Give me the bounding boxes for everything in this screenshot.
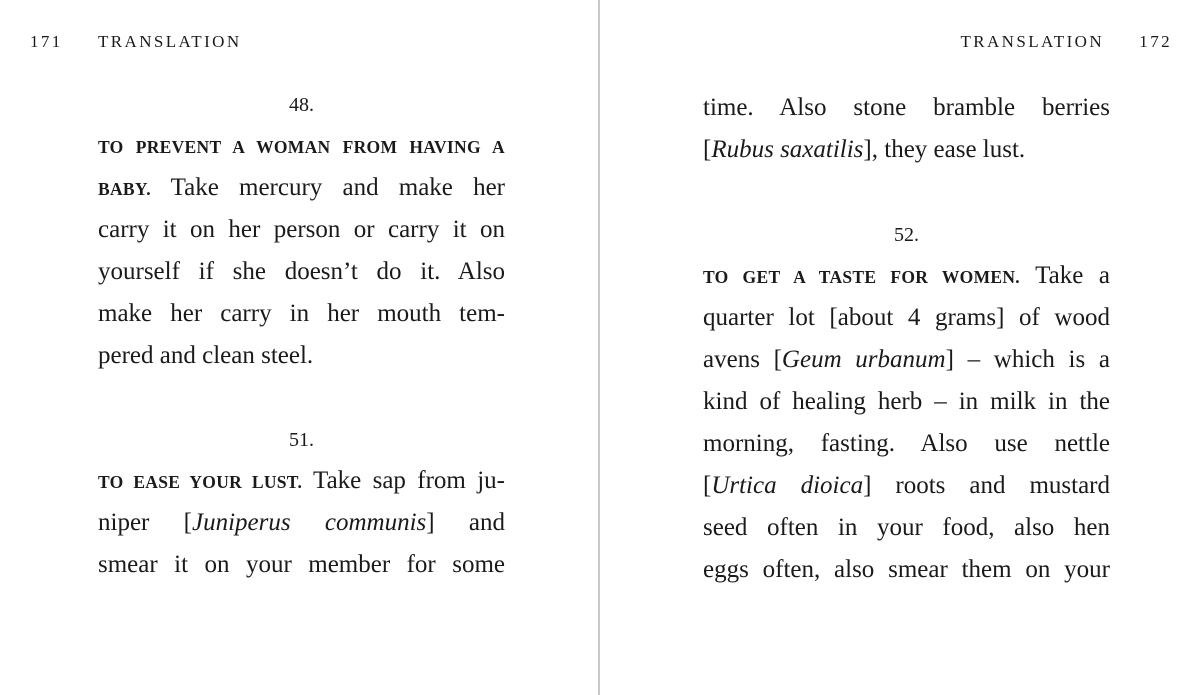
continuation	[703, 87, 1110, 171]
right-page	[600, 0, 1200, 695]
entry-text: ] roots and mustard	[863, 472, 1110, 499]
entry-line: pered and clean steel.	[98, 342, 314, 369]
entry-text: Take sap from ju-	[313, 467, 505, 494]
entry-text: ], they ease lust.	[863, 136, 1026, 163]
entry-line	[703, 129, 1110, 171]
entry-heading-text: BABY.	[98, 179, 151, 199]
entry-line: eggs often, also smear them on your	[703, 556, 1110, 583]
latin-name: Geum urbanum	[781, 346, 946, 373]
latin-name: Rubus saxatilis	[711, 136, 864, 163]
entry-line: smear it on your member for some	[98, 551, 505, 578]
entry-line: yourself if she doesn’t do it. Also	[98, 258, 505, 285]
entry-text: Take mercury and make her	[170, 174, 505, 201]
entry-line	[98, 460, 505, 502]
entry-text: [	[703, 472, 712, 499]
entry-48	[98, 94, 505, 116]
entry-line	[703, 255, 1110, 297]
entry-text: Take a	[1035, 262, 1110, 289]
latin-name: Juniperus communis	[192, 509, 427, 536]
entry-line: carry it on her person or carry it on	[98, 216, 505, 243]
entry-52	[703, 224, 1110, 246]
entry-line	[703, 465, 1110, 507]
running-head-left: TRANSLATION	[98, 32, 242, 51]
entry-line: seed often in your food, also hen	[703, 514, 1110, 541]
entry-heading-text: TO EASE YOUR LUST.	[98, 472, 303, 492]
entry-51-body	[98, 460, 505, 586]
entry-text: [	[703, 136, 712, 163]
entry-text: ] and	[426, 509, 505, 536]
entry-heading	[98, 125, 505, 167]
latin-name: Urtica dioica	[711, 472, 864, 499]
entry-line	[703, 339, 1110, 381]
entry-number: 48.	[289, 94, 314, 116]
entry-number: 51.	[289, 429, 314, 451]
page-number-right: 172	[1139, 32, 1172, 51]
entry-48-body	[98, 125, 505, 377]
page-number-left: 171	[30, 32, 63, 51]
entry-heading-text: TO PREVENT A WOMAN FROM HAVING A	[98, 137, 505, 157]
running-head-right: TRANSLATION	[960, 32, 1104, 51]
entry-line: kind of healing herb – in milk in the	[703, 388, 1110, 415]
entry-text: ] – which is a	[945, 346, 1110, 373]
entry-line	[98, 167, 505, 209]
entry-line: quarter lot [about 4 grams] of wood	[703, 304, 1110, 331]
entry-51	[98, 429, 505, 451]
entry-line	[98, 502, 505, 544]
entry-heading-text: TO GET A TASTE FOR WOMEN.	[703, 267, 1020, 287]
entry-line: make her carry in her mouth tem-	[98, 300, 505, 327]
entry-text: avens [	[703, 346, 782, 373]
entry-number: 52.	[894, 224, 919, 246]
entry-line: morning, fasting. Also use nettle	[703, 430, 1110, 457]
entry-line: time. Also stone bramble berries	[703, 94, 1110, 121]
entry-52-body	[703, 255, 1110, 591]
entry-text: niper [	[98, 509, 192, 536]
left-page	[0, 0, 598, 695]
